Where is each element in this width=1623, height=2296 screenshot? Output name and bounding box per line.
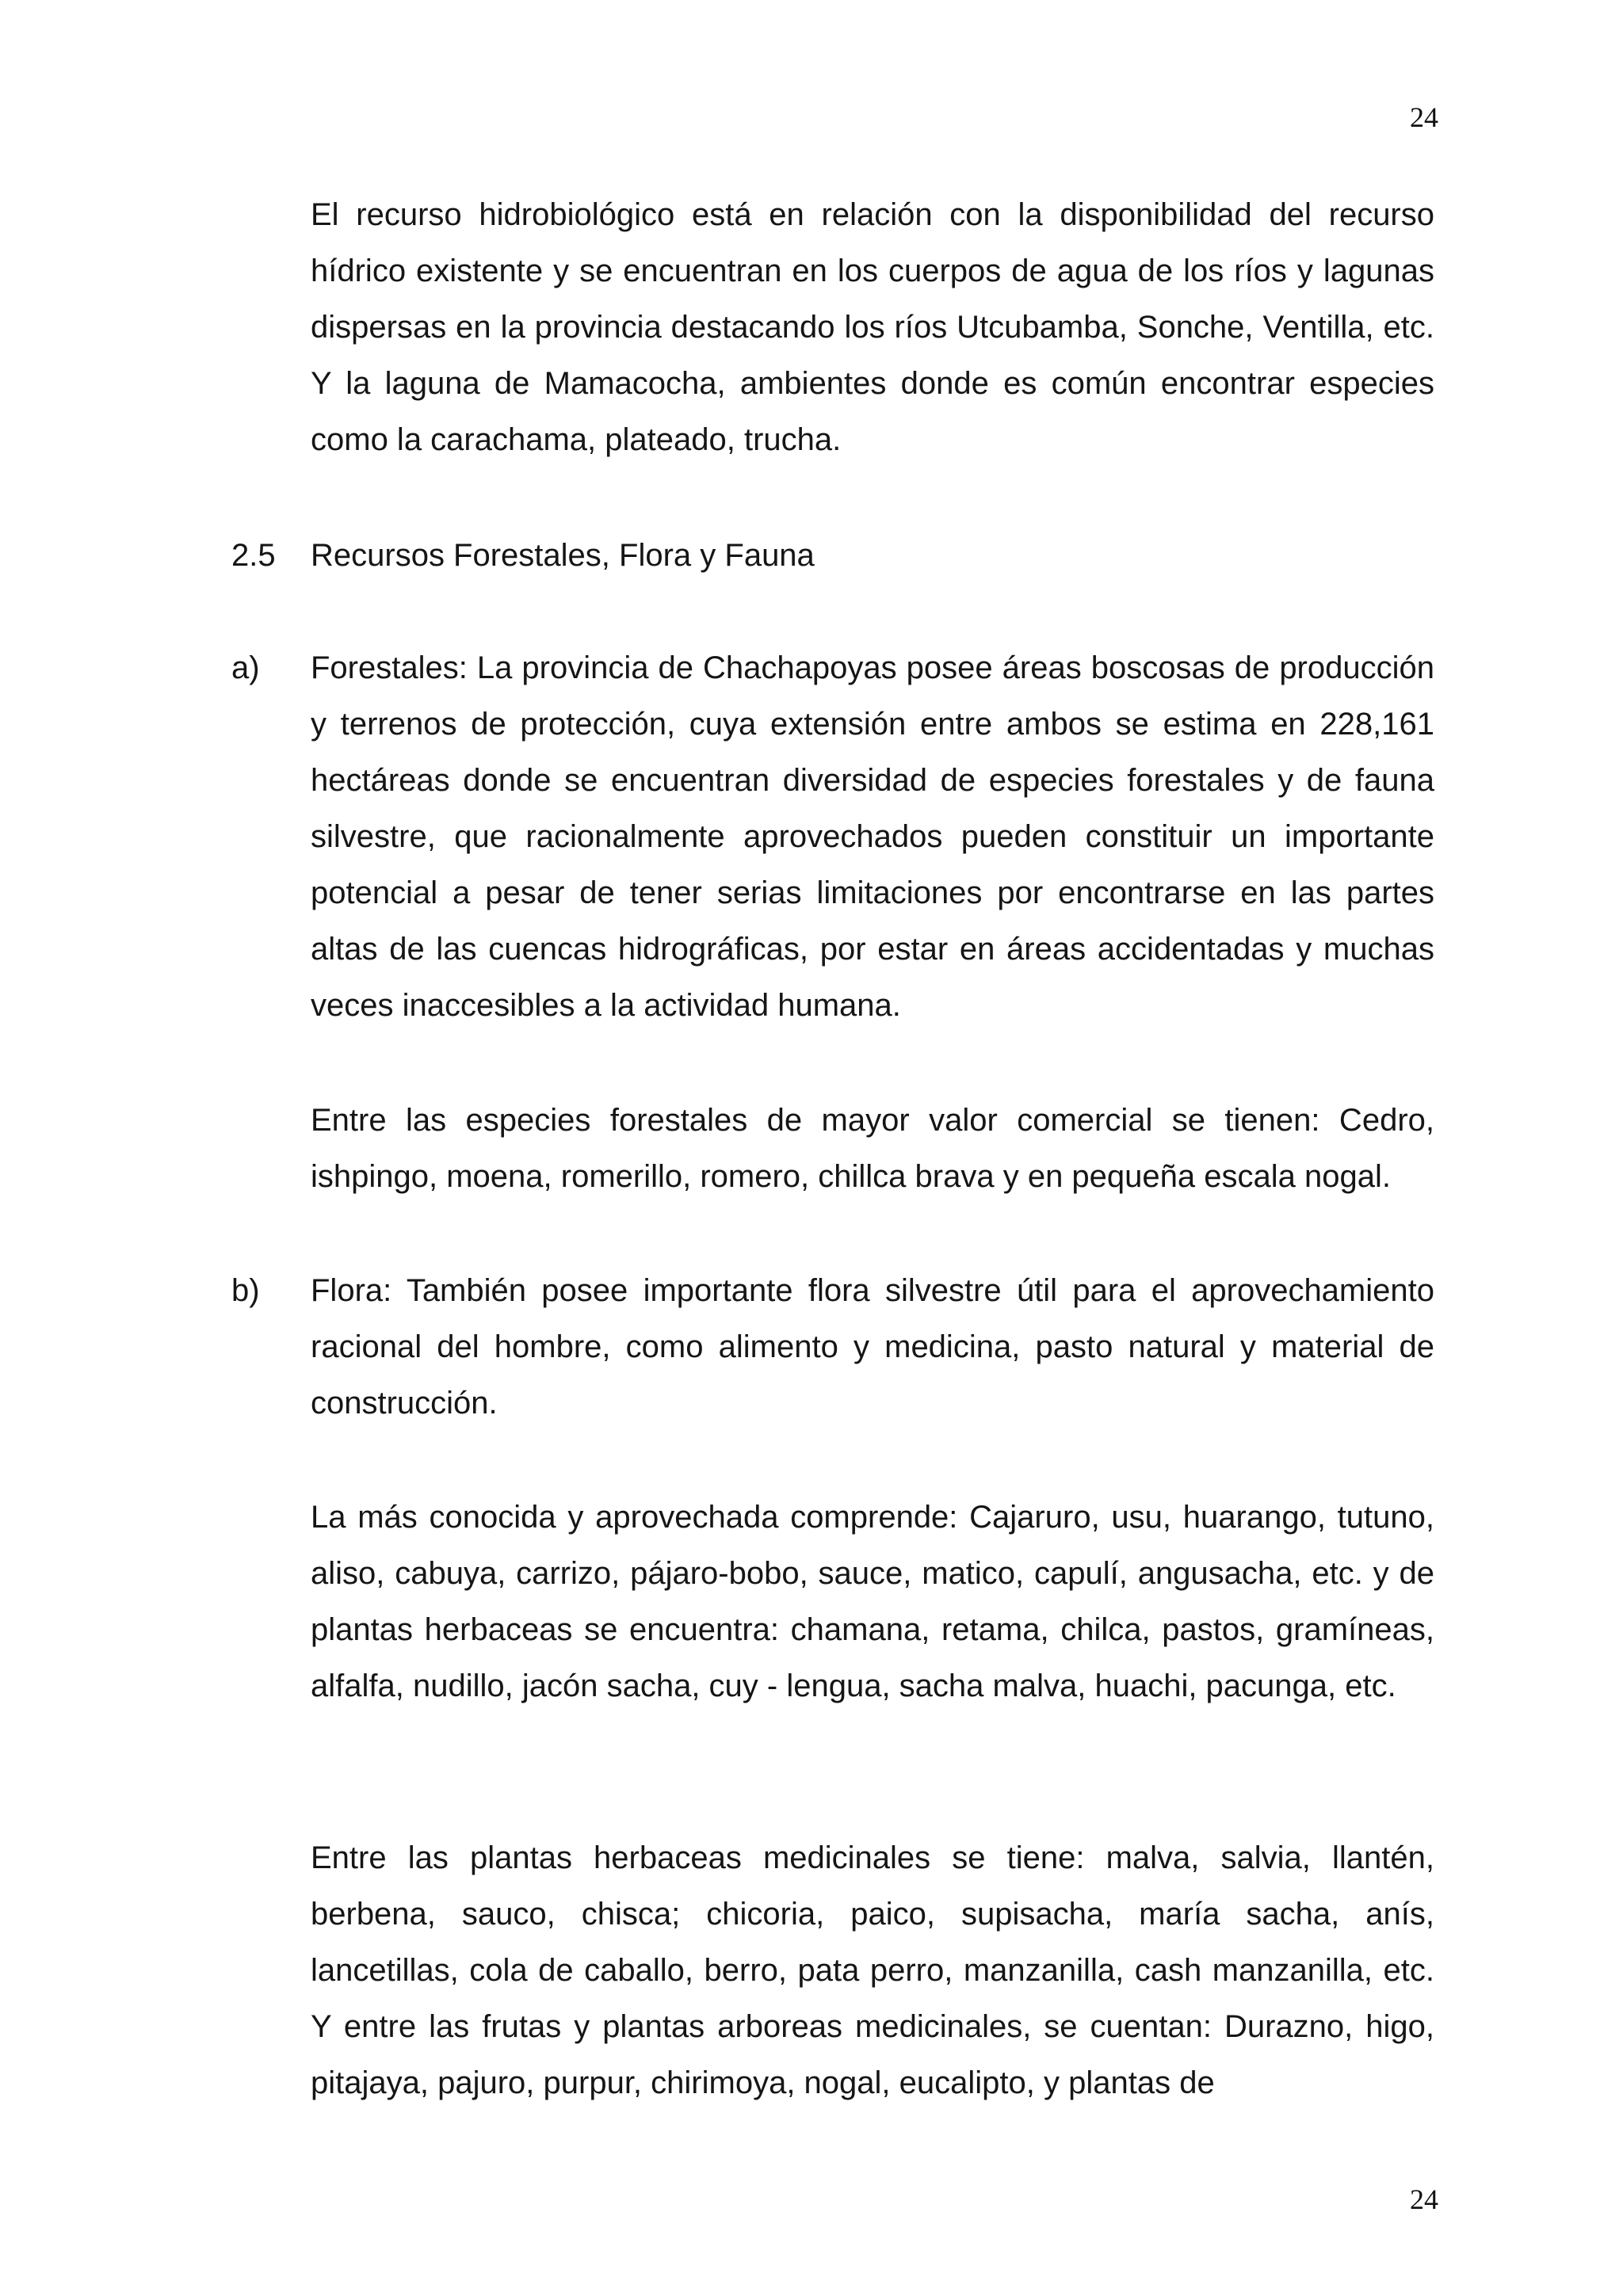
paragraph-flora-conocida: La más conocida y aprovechada comprende: Cajaruro, usu, huarango, tutuno, aliso, cabuya, carrizo, pájaro-bobo, sauce, matico, capulí, angusacha, etc. y de plantas herbaceas se encuentra: chamana, retama, chilca, pastos, gramíneas, alfalfa, nudillo, jacón sacha, cuy - lengua, sacha malva, huachi, pacunga, etc.: [311, 1500, 1434, 1703]
item-a-marker: a): [231, 650, 260, 685]
paragraph-especies-forestales: Entre las especies forestales de mayor valor comercial se tienen: Cedro, ishpingo, moena, romerillo, romero, chillca brava y en pequeña escala nogal.: [311, 1103, 1434, 1194]
item-b-marker: b): [231, 1273, 260, 1308]
section-heading: Recursos Forestales, Flora y Fauna: [311, 538, 815, 573]
section-number: 2.5: [231, 538, 276, 573]
page-number-bottom: 24: [1410, 2183, 1438, 2215]
paragraph-hidrobiologico: El recurso hidrobiológico está en relación con la disponibilidad del recurso hídrico existente y se encuentran en los cuerpos de agua de los ríos y lagunas dispersas en la provincia destacando los ríos Utcubamba, Sonche, Ventilla, etc. Y la laguna de Mamacocha, ambientes donde es común encontrar especies como la carachama, plateado, trucha.: [311, 197, 1434, 457]
paragraph-flora: Flora: También posee importante flora silvestre útil para el aprovechamiento racional del hombre, como alimento y medicina, pasto natural y material de construcción.: [311, 1273, 1434, 1421]
paragraph-plantas-medicinales: Entre las plantas herbaceas medicinales se tiene: malva, salvia, llantén, berbena, sauco, chisca; chicoria, paico, supisacha, maría sacha, anís, lancetillas, cola de caballo, berro, pata perro, manzanilla, cash manzanilla, etc. Y entre las frutas y plantas arboreas medicinales, se cuentan: Durazno, higo, pitajaya, pajuro, purpur, chirimoya, nogal, eucalipto, y plantas de: [311, 1840, 1434, 2100]
paragraph-forestales: Forestales: La provincia de Chachapoyas posee áreas boscosas de producción y terrenos de protección, cuya extensión entre ambos se estima en 228,161 hectáreas donde se encuentran diversidad de especies forestales y de fauna silvestre, que racionalmente aprovechados pueden constituir un importante potencial a pesar de tener serias limitaciones por encontrarse en las partes altas de las cuencas hidrográficas, por estar en áreas accidentadas y muchas veces inaccesibles a la actividad humana.: [311, 650, 1434, 1023]
page-number-top: 24: [1410, 101, 1438, 133]
